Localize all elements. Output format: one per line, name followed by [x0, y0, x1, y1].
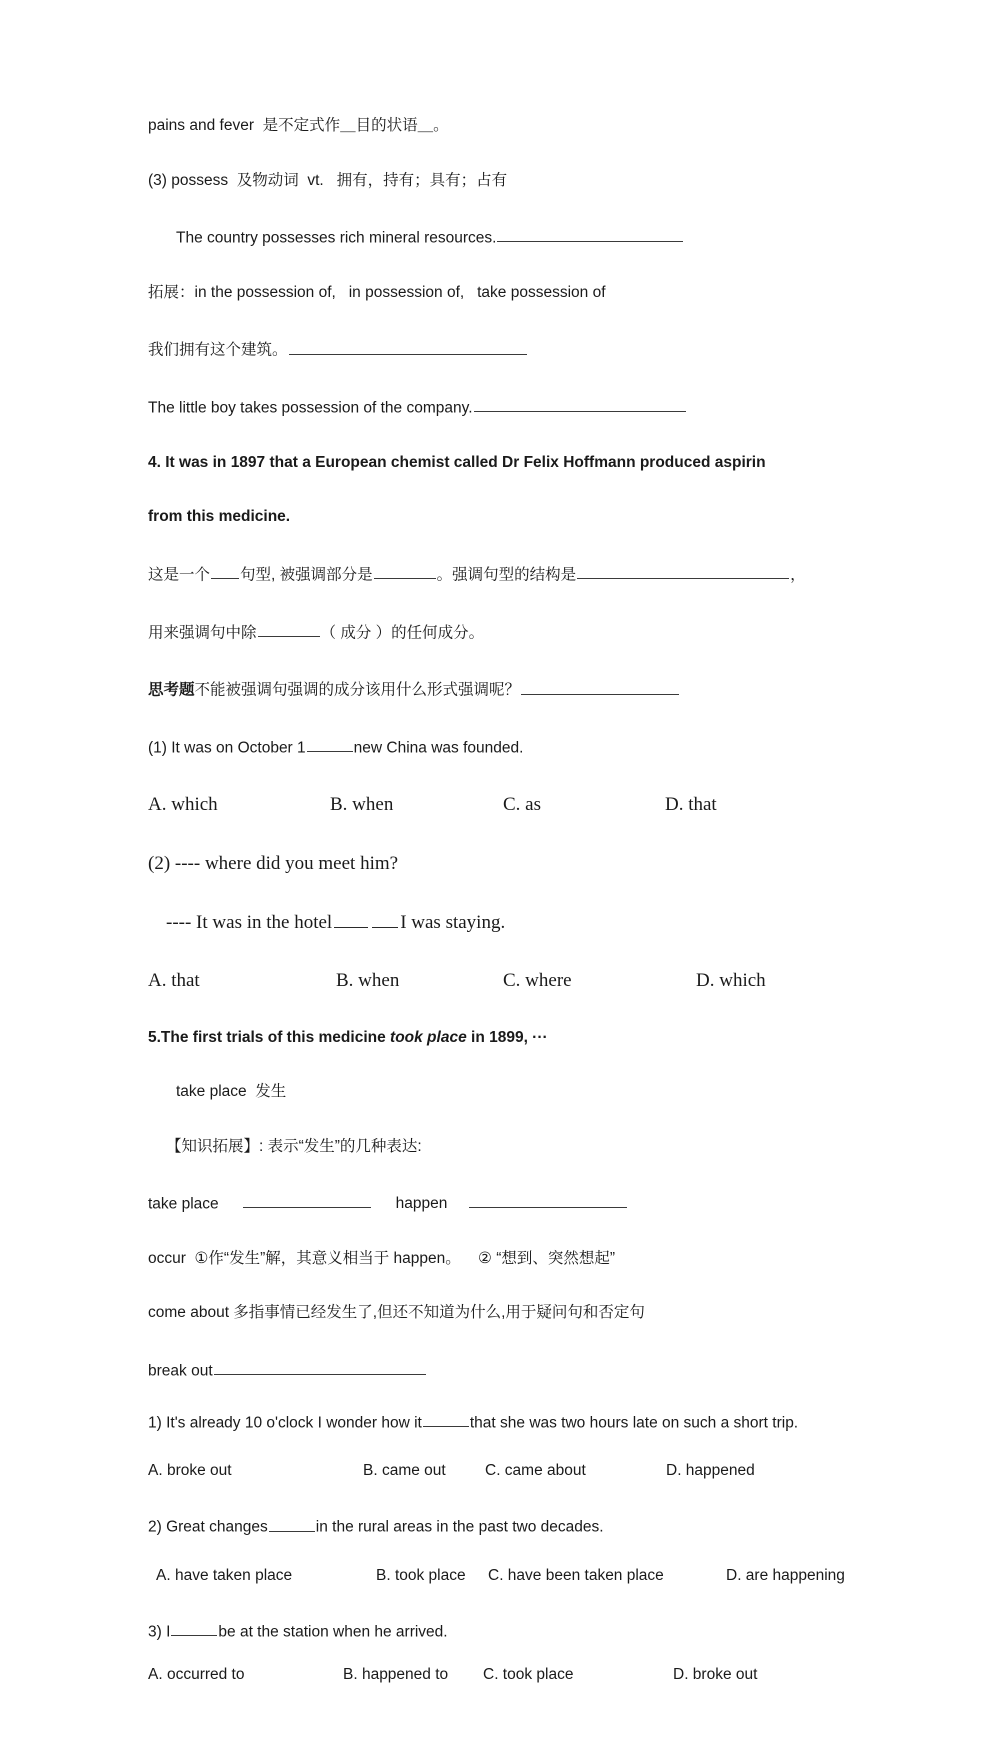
option-c[interactable]: C. came about — [485, 1462, 586, 1480]
line-analysis-1 — [148, 564, 864, 583]
answer-blank[interactable] — [521, 679, 679, 694]
line-we-own-building — [148, 339, 864, 358]
analysis-1-c: 。强调句型的结构是 — [436, 566, 577, 583]
answer-blank[interactable] — [577, 564, 789, 579]
question-oct1-tail: new China was founded. — [353, 739, 524, 757]
answer-blank[interactable] — [307, 737, 353, 752]
heading-item-4-line1: 4. It was in 1897 that a European chemist called Dr Felix Hoffmann produced aspirin — [148, 453, 766, 471]
line-break-out — [148, 1360, 864, 1379]
question-oct1-text: (1) It was on October 1 — [148, 739, 306, 757]
options-changes — [148, 1568, 864, 1588]
options-station — [148, 1667, 864, 1687]
options-oct1 — [148, 795, 864, 815]
line-question-hotel-2 — [148, 912, 864, 932]
answer-blank[interactable] — [497, 227, 683, 242]
question-changes-tail: in the rural areas in the past two decades. — [315, 1518, 604, 1536]
answer-blank[interactable] — [374, 564, 436, 579]
answer-blank[interactable] — [211, 564, 239, 579]
option-a[interactable]: A. broke out — [148, 1462, 232, 1480]
question-changes-text: 2) Great changes — [148, 1518, 268, 1536]
think-question-label: 思考题 — [148, 681, 195, 699]
option-c[interactable]: C. as — [503, 793, 541, 815]
option-b[interactable]: B. took place — [376, 1567, 466, 1585]
question-hotel-b: I was staying. — [400, 911, 506, 933]
line-question-oclock — [148, 1412, 864, 1431]
line-little-boy — [148, 397, 864, 416]
line-question-oct1 — [148, 737, 864, 756]
option-d[interactable]: D. that — [665, 793, 717, 815]
line-analysis-2 — [148, 622, 864, 641]
happen-label: happen — [395, 1195, 448, 1213]
question-station-tail: be at the station when he arrived. — [218, 1623, 448, 1641]
break-out-label: break out — [148, 1362, 213, 1380]
answer-blank[interactable] — [469, 1193, 627, 1208]
take-place-label: take place — [148, 1195, 219, 1213]
options-oclock — [148, 1463, 864, 1483]
line-think-question — [148, 679, 864, 698]
analysis-2-b: （ 成分 ）的任何成分。 — [320, 623, 485, 641]
line-possess-entry: (3) possess 及物动词 vt. 拥有，持有；具有；占有 — [148, 171, 508, 189]
option-c[interactable]: C. where — [503, 969, 572, 991]
analysis-1-a: 这是一个 — [148, 566, 211, 583]
option-a[interactable]: A. which — [148, 793, 218, 815]
option-d[interactable]: D. which — [696, 969, 766, 991]
line-question-changes — [148, 1516, 864, 1535]
line-knowledge-extension: 【知识拓展】: 表示“发生”的几种表达: — [166, 1137, 422, 1155]
little-boy-text: The little boy takes possession of the company. — [148, 399, 473, 417]
answer-blank[interactable] — [334, 912, 368, 928]
extension-items: in the possession of, in possession of, take possession of — [194, 283, 606, 301]
document-body — [148, 118, 864, 1687]
options-hotel — [148, 971, 864, 991]
option-d[interactable]: D. broke out — [673, 1665, 758, 1683]
answer-blank[interactable] — [243, 1193, 371, 1208]
heading-item-5 — [148, 1030, 864, 1046]
analysis-1-b: 句型, 被强调部分是 — [240, 566, 373, 583]
option-c[interactable]: C. have been taken place — [488, 1567, 664, 1585]
line-take-place-definition: take place 发生 — [176, 1083, 287, 1101]
question-oclock-tail: that she was two hours late on such a short trip. — [469, 1413, 799, 1431]
option-a[interactable]: A. that — [148, 969, 200, 991]
answer-blank[interactable] — [171, 1621, 217, 1636]
line-extension — [148, 285, 864, 301]
option-d[interactable]: D. are happening — [726, 1567, 845, 1585]
line-possess-example — [148, 227, 864, 246]
analysis-1-d: ， — [790, 566, 806, 583]
line-pains-and-fever: pains and fever 是不定式作＿目的状语＿。 — [148, 117, 449, 134]
answer-blank[interactable] — [372, 912, 398, 928]
option-b[interactable]: B. happened to — [343, 1665, 449, 1683]
think-question-text: 不能被强调句强调的成分该用什么形式强调呢？ — [194, 681, 521, 699]
option-a[interactable]: A. occurred to — [148, 1665, 245, 1683]
question-oclock-text: 1) It's already 10 o'clock I wonder how it — [148, 1413, 422, 1431]
answer-blank[interactable] — [474, 397, 686, 412]
option-d[interactable]: D. happened — [666, 1462, 755, 1480]
option-c[interactable]: C. took place — [483, 1665, 574, 1683]
analysis-2-a: 用来强调句中除 — [148, 623, 257, 641]
item5-a: 5.The first trials of this medicine — [148, 1028, 391, 1046]
question-hotel-a: ---- It was in the hotel — [166, 911, 333, 933]
question-station-text: 3) I — [148, 1623, 171, 1641]
answer-blank[interactable] — [269, 1516, 315, 1531]
line-occur: occur ①作“发生”解，其意义相当于 happen。 ② “想到、突然想起” — [148, 1249, 616, 1267]
option-b[interactable]: B. when — [336, 969, 400, 991]
heading-item-4-line2: from this medicine. — [148, 508, 291, 526]
possess-example-text: The country possesses rich mineral resources. — [176, 229, 497, 247]
line-take-place-happen — [148, 1193, 864, 1212]
we-own-building-text: 我们拥有这个建筑。 — [148, 341, 288, 359]
option-b[interactable]: B. when — [330, 793, 394, 815]
item5-b: in 1899, ··· — [466, 1028, 548, 1046]
answer-blank[interactable] — [214, 1360, 426, 1375]
line-question-hotel-1: (2) ---- where did you meet him? — [148, 852, 399, 874]
line-come-about: come about 多指事情已经发生了,但还不知道为什么,用于疑问句和否定句 — [148, 1304, 645, 1322]
extension-label: 拓展： — [148, 283, 195, 301]
answer-blank[interactable] — [289, 339, 527, 354]
option-b[interactable]: B. came out — [363, 1462, 446, 1480]
option-a[interactable]: A. have taken place — [156, 1567, 293, 1585]
item5-took-place: took place — [390, 1028, 467, 1046]
answer-blank[interactable] — [258, 622, 320, 637]
line-question-station — [148, 1621, 864, 1640]
